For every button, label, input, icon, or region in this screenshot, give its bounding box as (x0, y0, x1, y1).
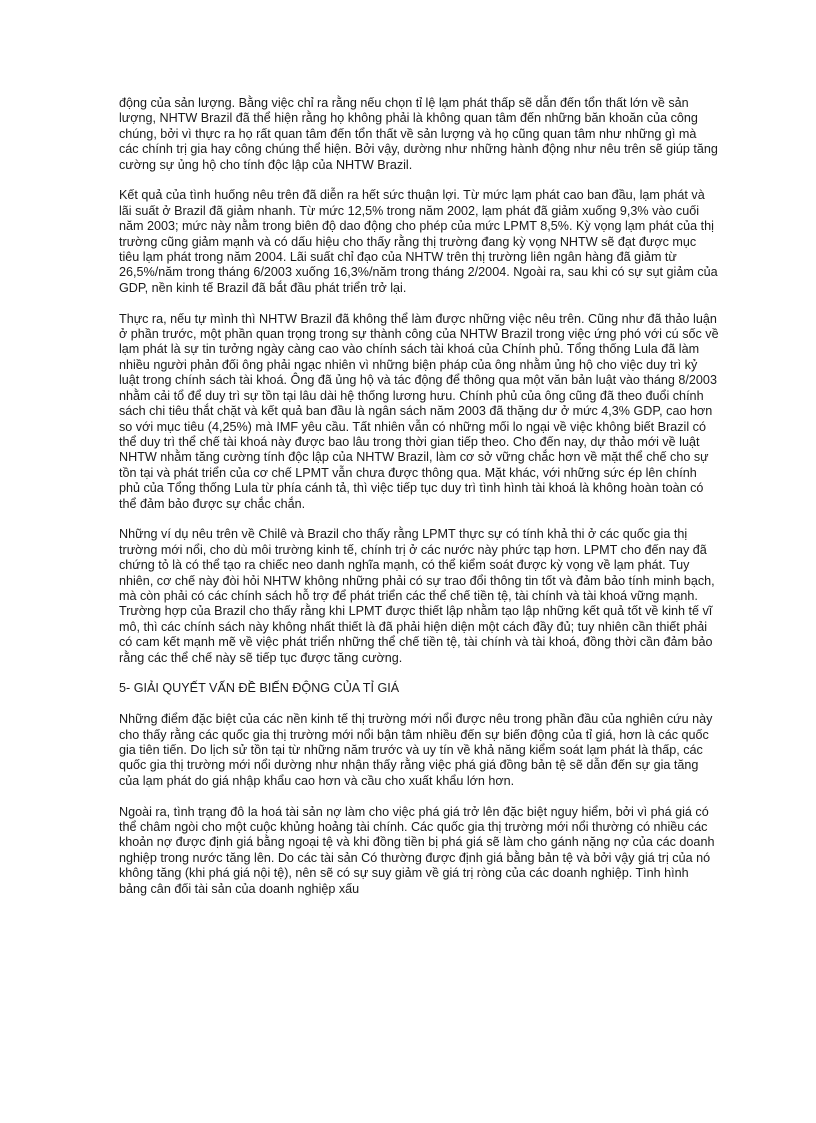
paragraph-fiscal-policy: Thực ra, nếu tự mình thì NHTW Brazil đã không thể làm được những việc nêu trên. Cũng như đã thảo luận ở phần trước, một phần quan trọng trong sự thành công của NHTW Brazil trong việc ứng phó với cú sốc về lạm phát là sự tin tưởng ngày càng cao vào chính sách tài khoá của Chính phủ. Tổng thống Lula đã làm nhiều người phản đối ông phải ngạc nhiên vì những biện pháp của ông nhằm ủng hộ cho việc duy trì kỷ luật trong chính sách tài khoá. Ông đã ủng hộ và tác động để thông qua một văn bản luật vào tháng 8/2003 nhằm cải tổ để duy trì sự tồn tại lâu dài hệ thống lương hưu. Chính phủ của ông cũng đã theo đuổi chính sách chi tiêu thắt chặt và kết quả ban đầu là ngân sách năm 2003 đã thặng dư ở mức 4,3% GDP, cao hơn so với mục tiêu (4,25%) mà IMF yêu cầu. Tất nhiên vẫn có những mối lo ngại về việc không biết Brazil có thể duy trì thể chế tài khoá này được bao lâu trong thời gian tiếp theo. Cho đến nay, dự thảo mới về luật NHTW nhằm tăng cường tính độc lập của NHTW Brazil, làm cơ sở vững chắc hơn về mặt thể chế cho sự tồn tại và phát triển của cơ chế LPMT vẫn chưa được thông qua. Mặt khác, với những sức ép lên chính phủ của Tổng thống Lula từ phía cánh tả, thì việc tiếp tục duy trì tình hình tài khoá là không hoàn toàn có thể đảm bảo được sự chắc chắn. (119, 311, 719, 511)
paragraph-chile-brazil-conclusion: Những ví dụ nêu trên về Chilê và Brazil cho thấy rằng LPMT thực sự có tính khả thi ở các quốc gia thị trường mới nổi, cho dù môi trường kinh tế, chính trị ở các nước này phức tạp hơn. LPMT cho đến nay đã chứng tỏ là có thể tạo ra chiếc neo danh nghĩa mạnh, có thể kiểm soát được kỳ vọng về lạm phát. Tuy nhiên, cơ chế này đòi hỏi NHTW không những phải có sự trao đổi thông tin tốt và đảm bảo tính minh bạch, mà còn phải có các chính sách hỗ trợ để phát triển các thể chế tiền tệ, tài chính và tài khoá vững mạnh. Trường hợp của Brazil cho thấy rằng khi LPMT được thiết lập nhằm tạo lập những kết quả tốt về kinh tế vĩ mô, thì các chính sách này không nhất thiết là đã phải hiện diện một cách đầy đủ; tuy nhiên cần thiết phải có cam kết mạnh mẽ về việc phát triển những thể chế tiền tệ, tài chính và tài khoá, đồng thời cần đảm bảo rằng các thể chế này sẽ tiếp tục được tăng cường. (119, 527, 715, 665)
section-heading: 5- GIẢI QUYẾT VẤN ĐỀ BIẾN ĐỘNG CỦA TỈ GIÁ (119, 681, 400, 696)
paragraph-dollarization: Ngoài ra, tình trạng đô la hoá tài sản nợ làm cho việc phá giá trở lên đặc biệt nguy hiểm, bởi vì phá giá có thể châm ngòi cho một cuộc khủng hoảng tài chính. Các quốc gia thị trường mới nổi thường có nhiều các khoản nợ được định giá bằng ngoại tệ và khi đồng tiền bị phá giá sẽ làm cho gánh nặng nợ của các doanh nghiệp trong nước tăng lên. Do các tài sản Có thường được định giá bằng bản tệ và bởi vậy giá trị của nó không tăng (khi phá giá nội tệ), nên sẽ có sự suy giảm về giá trị ròng của các doanh nghiệp. Tình hình bảng cân đối tài sản của doanh nghiệp xấu (119, 804, 715, 896)
paragraph-brazil-results: Kết quả của tình huống nêu trên đã diễn ra hết sức thuận lợi. Từ mức lạm phát cao ban đầu, lạm phát và lãi suất ở Brazil đã giảm nhanh. Từ mức 12,5% trong năm 2002, lạm phát đã giảm xuống 9,3% vào cuối năm 2003; mức này nằm trong biên độ dao động cho phép của mức LPMT 8,5%. Kỳ vọng lạm phát của thị trường cũng giảm mạnh và có dấu hiệu cho thấy rằng thị trường đang kỳ vọng NHTW sẽ đạt được mục tiêu lạm phát trong năm 2004. Lãi suất chỉ đạo của NHTW trên thị trường liên ngân hàng đã giảm từ 26,5%/năm trong tháng 6/2003 xuống 16,3%/năm trong tháng 2/2004. Ngoài ra, sau khi có sự sụt giảm của GDP, nền kinh tế Brazil đã bắt đầu phát triển trở lại. (119, 188, 718, 295)
paragraph-exchange-rate-concerns: Những điểm đặc biệt của các nền kinh tế thị trường mới nổi được nêu trong phần đầu của nghiên cứu này cho thấy rằng các quốc gia thị trường mới nổi bận tâm nhiều đến sự biến động của tỉ giá, hơn là các quốc gia tiên tiến. Do lịch sử tồn tại từ những năm trước và uy tín về khả năng kiểm soát lạm phát là thấp, các quốc gia thị trường mới nổi dường như nhận thấy rằng việc phá giá đồng bản tệ sẽ dẫn đến sự gia tăng của lạm phát do giá nhập khẩu cao hơn và cầu cho xuất khẩu lớn hơn. (119, 712, 713, 788)
document-page (119, 96, 719, 912)
paragraph-output-loss: động của sản lượng. Bằng việc chỉ ra rằng nếu chọn tỉ lệ lạm phát thấp sẽ dẫn đến tổn thất lớn về sản lượng, NHTW Brazil đã thể hiện rằng họ không phải là không quan tâm đến những băn khoăn của công chúng, bởi vì thực ra họ rất quan tâm đến tổn thất về sản lượng và họ cũng quan tâm như những gì mà các chính trị gia hay công chúng thể hiện. Bởi vậy, dường như những hành động như nêu trên sẽ giúp tăng cường sự ủng hộ cho tính độc lập của NHTW Brazil. (119, 96, 718, 172)
